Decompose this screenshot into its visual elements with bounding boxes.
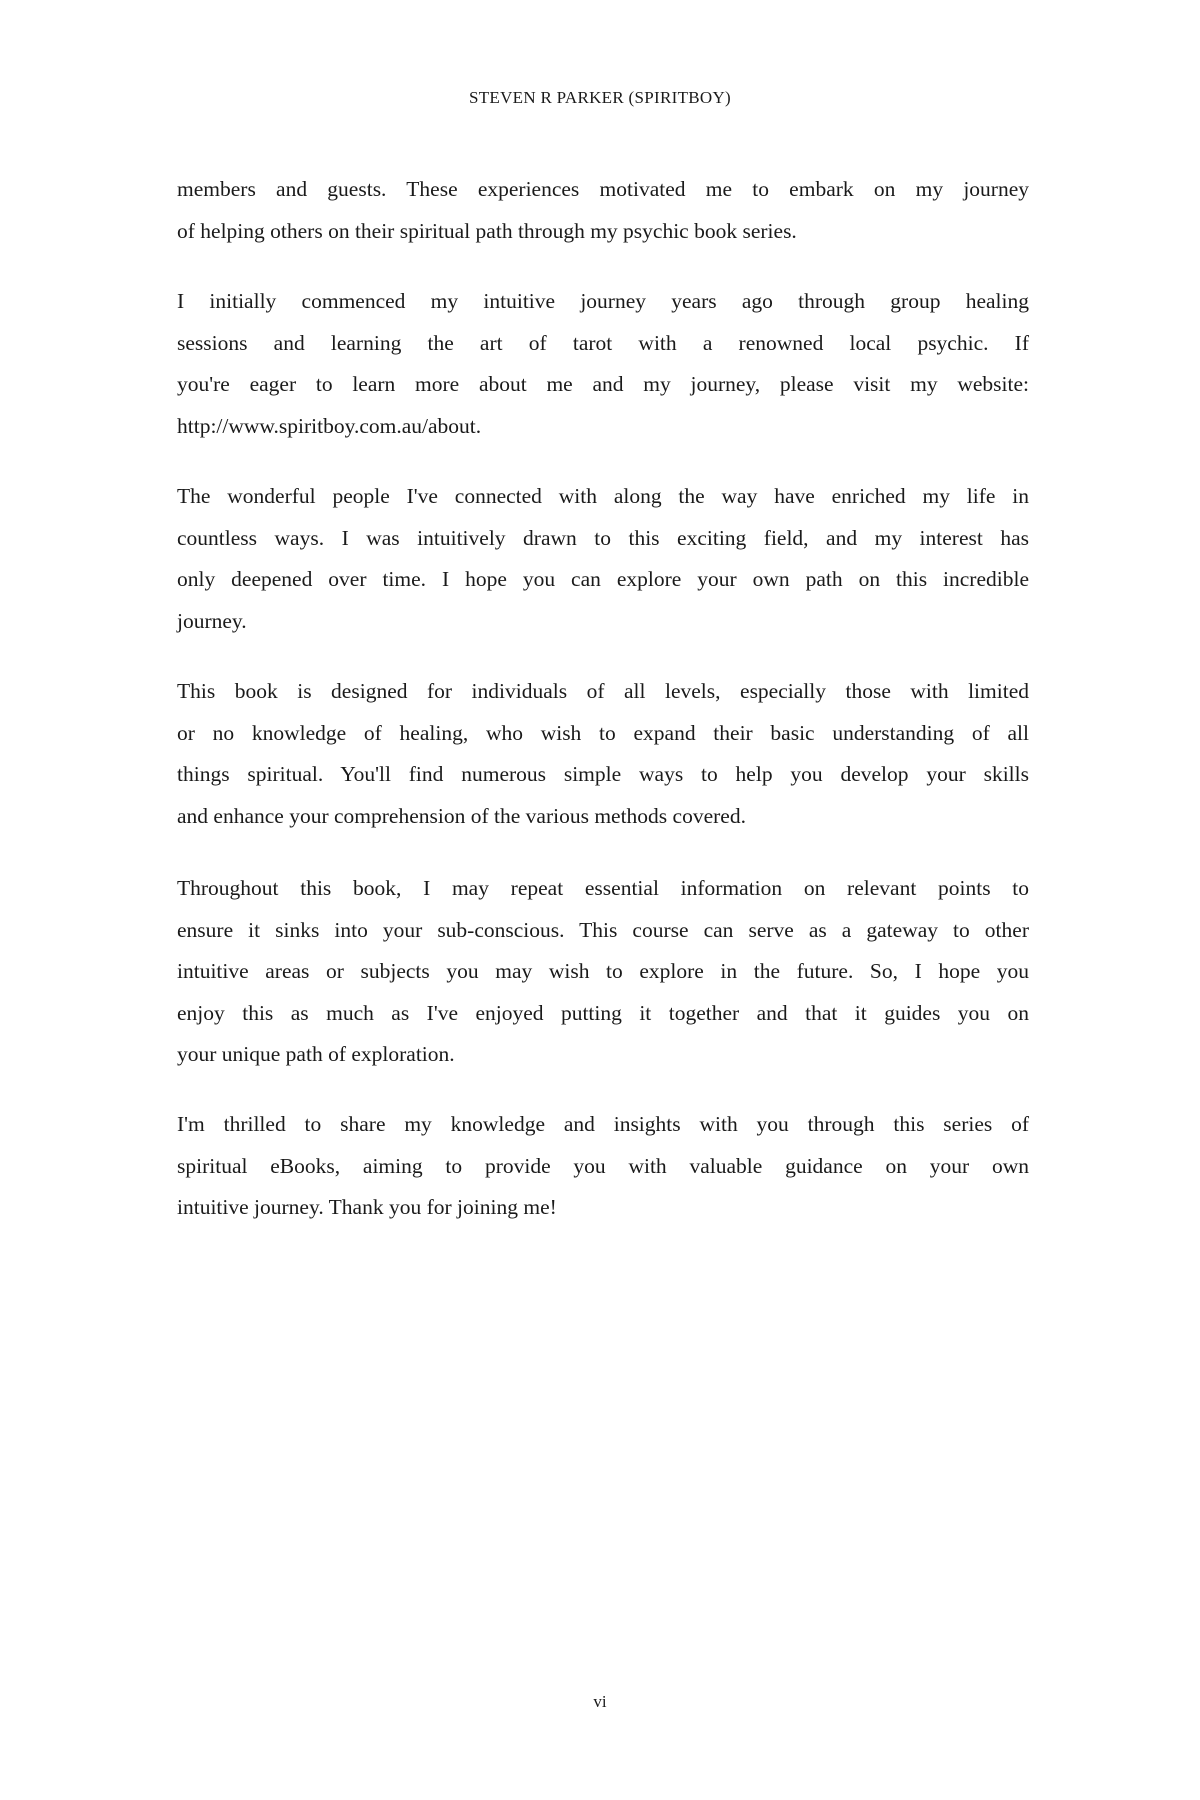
- text-line: you're eager to learn more about me and my journey, please visit my website:: [177, 372, 1029, 397]
- paragraph: [177, 1104, 1029, 1229]
- paragraph: [177, 476, 1029, 642]
- paragraph: [177, 671, 1029, 837]
- text-line: and enhance your comprehension of the various methods covered.: [177, 803, 746, 828]
- text-line: The wonderful people I've connected with along the way have enriched my life in: [177, 484, 1029, 508]
- text-line: I initially commenced my intuitive journey years ago through group healing: [177, 289, 1029, 313]
- text-line: enjoy this as much as I've enjoyed putting it together and that it guides you on: [177, 1000, 1029, 1025]
- text-line: intuitive areas or subjects you may wish to explore in the future. So, I hope you: [177, 959, 1029, 984]
- paragraph: [177, 169, 1029, 252]
- text-line: Throughout this book, I may repeat essential information on relevant points to: [177, 876, 1029, 900]
- paragraph: [177, 868, 1029, 1076]
- page-number: vi: [593, 1692, 607, 1711]
- text-line: This book is designed for individuals of all levels, especially those with limited: [177, 679, 1029, 703]
- text-line: your unique path of exploration.: [177, 1042, 455, 1067]
- website-link[interactable]: http://www.spiritboy.com.au/about.: [177, 413, 482, 438]
- text-line: things spiritual. You'll find numerous simple ways to help you develop your skills: [177, 762, 1029, 787]
- text-line: intuitive journey. Thank you for joining me!: [177, 1195, 557, 1220]
- text-line: I'm thrilled to share my knowledge and insights with you through this series of: [177, 1112, 1029, 1136]
- text-line: spiritual eBooks, aiming to provide you with valuable guidance on your own: [177, 1153, 1029, 1178]
- text-line: ensure it sinks into your sub-conscious. This course can serve as a gateway to other: [177, 917, 1029, 942]
- text-line: or no knowledge of healing, who wish to expand their basic understanding of all: [177, 720, 1029, 745]
- text-line: countless ways. I was intuitively drawn to this exciting field, and my interest has: [177, 525, 1029, 550]
- text-line: of helping others on their spiritual path through my psychic book series.: [177, 218, 797, 243]
- text-line: journey.: [177, 608, 247, 633]
- text-line: members and guests. These experiences motivated me to embark on my journey: [177, 177, 1029, 201]
- text-line: sessions and learning the art of tarot with a renowned local psychic. If: [177, 330, 1029, 355]
- paragraph: [177, 281, 1029, 447]
- text-line: only deepened over time. I hope you can explore your own path on this incredible: [177, 567, 1029, 592]
- running-header: STEVEN R PARKER (SPIRITBOY): [468, 88, 732, 107]
